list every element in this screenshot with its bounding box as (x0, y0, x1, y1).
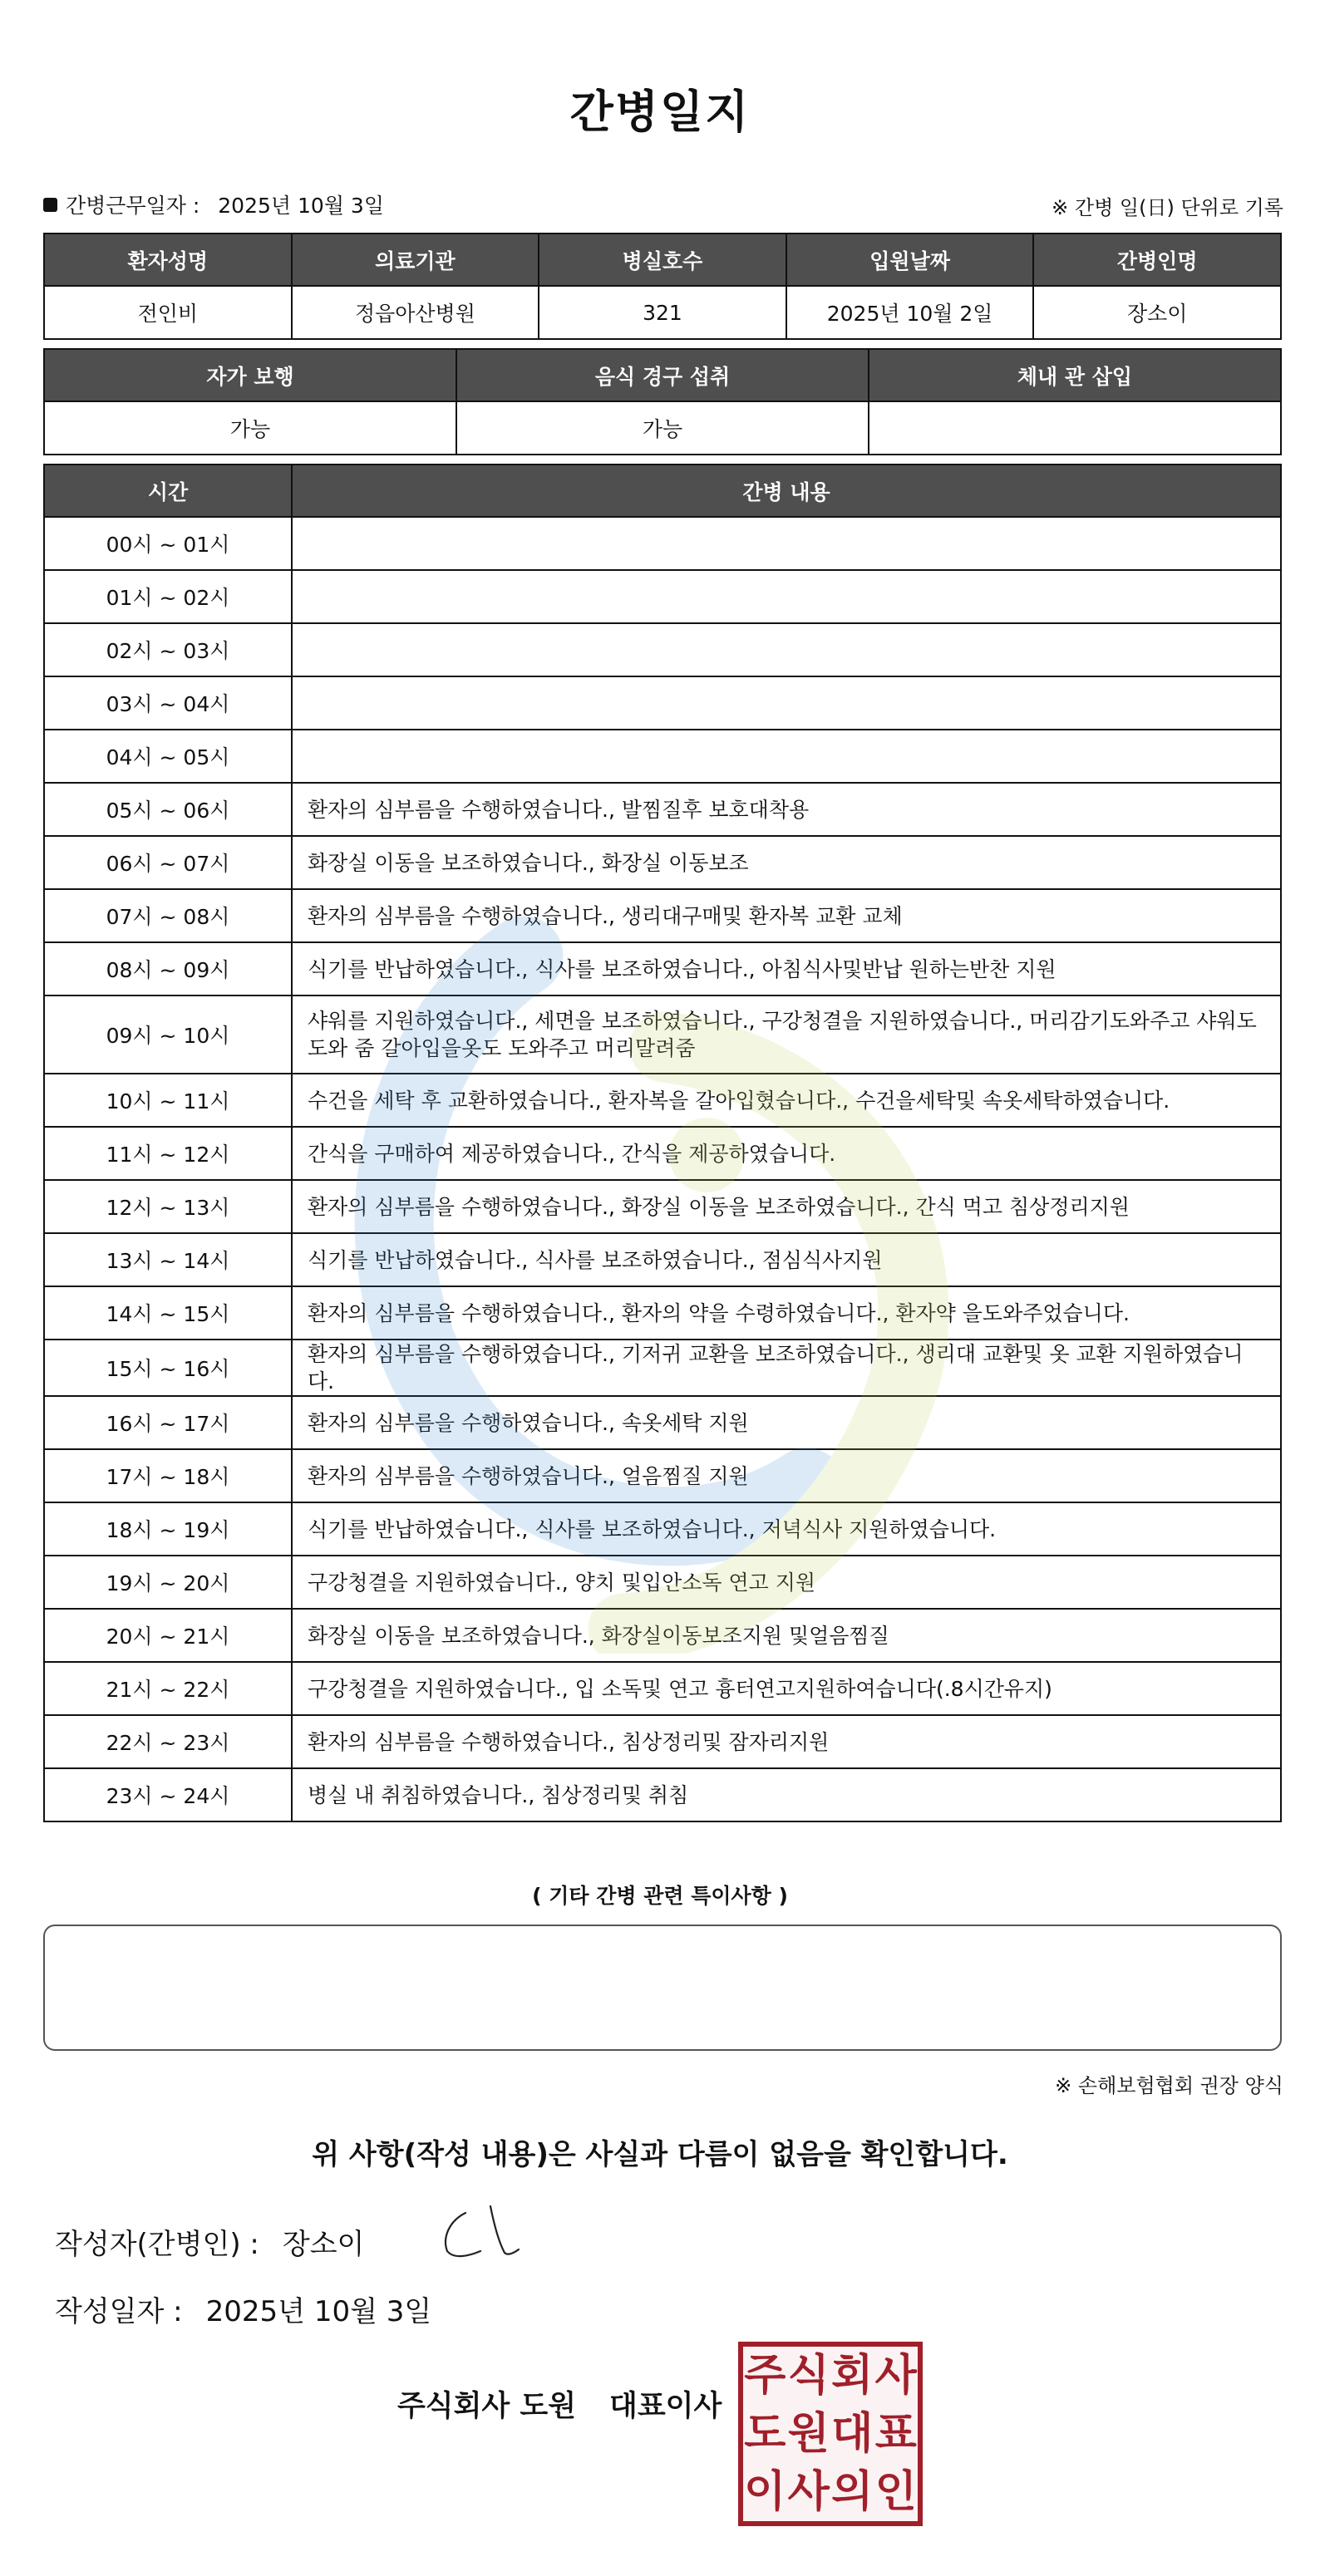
oral-intake-value: 가능 (456, 401, 869, 455)
log-row (44, 1715, 1281, 1768)
confirmation-statement: 위 사항(작성 내용)은 사실과 다름이 없음을 확인합니다. (312, 2138, 1008, 2171)
log-row (44, 1556, 1281, 1609)
log-time: 18시 ~ 19시 (44, 1502, 292, 1556)
record-unit-note: ※ 간병 일(日) 단위로 기록 (1052, 196, 1283, 219)
log-time: 21시 ~ 22시 (44, 1662, 292, 1715)
written-date: 2025년 10월 3일 (205, 2295, 432, 2328)
log-row (44, 1396, 1281, 1449)
writer-name: 장소이 (282, 2228, 365, 2261)
admission-date: 2025년 10월 2일 (786, 286, 1034, 339)
log-time: 19시 ~ 20시 (44, 1556, 292, 1609)
log-content: 구강청결을 지원하였습니다., 입 소독및 연고 흉터연고지원하여습니다(.8시간유지) (292, 1662, 1281, 1715)
log-content: 환자의 심부름을 수행하였습니다., 속옷세탁 지원 (292, 1396, 1281, 1449)
log-row (44, 942, 1281, 995)
log-time: 08시 ~ 09시 (44, 942, 292, 995)
handwritten-signature (432, 2198, 532, 2273)
log-content: 환자의 심부름을 수행하였습니다., 침상정리및 잠자리지원 (292, 1715, 1281, 1768)
log-content: 병실 내 취침하였습니다., 침상정리및 취침 (292, 1768, 1281, 1821)
log-time: 02시 ~ 03시 (44, 623, 292, 676)
log-content (292, 676, 1281, 730)
log-time: 23시 ~ 24시 (44, 1768, 292, 1821)
seal-character: 사 (787, 2467, 830, 2517)
log-row (44, 995, 1281, 1074)
patient-name: 전인비 (44, 286, 292, 339)
log-row (44, 676, 1281, 730)
seal-character: 의 (831, 2467, 874, 2517)
form-footnote: ※ 손해보험협회 권장 양식 (1055, 2074, 1283, 2097)
self-walking-value: 가능 (44, 401, 456, 455)
log-content: 환자의 심부름을 수행하였습니다., 생리대구매및 환자복 교환 교체 (292, 889, 1281, 942)
remarks-box (43, 1925, 1282, 2051)
seal-character: 인 (874, 2467, 917, 2517)
log-content: 화장실 이동을 보조하였습니다., 화장실 이동보조 (292, 836, 1281, 889)
log-time: 03시 ~ 04시 (44, 676, 292, 730)
log-time: 07시 ~ 08시 (44, 889, 292, 942)
log-content: 환자의 심부름을 수행하였습니다., 발찜질후 보호대착용 (292, 783, 1281, 836)
log-time: 12시 ~ 13시 (44, 1180, 292, 1233)
log-row (44, 1768, 1281, 1821)
log-row (44, 570, 1281, 623)
log-content: 환자의 심부름을 수행하였습니다., 기저귀 교환을 보조하였습니다., 생리대 교환및 옷 교환 지원하였습니다. (292, 1340, 1281, 1396)
log-time: 14시 ~ 15시 (44, 1286, 292, 1340)
log-content: 환자의 심부름을 수행하였습니다., 환자의 약을 수령하였습니다., 환자약 을도와주었습니다. (292, 1286, 1281, 1340)
header-self-walking: 자가 보행 (44, 349, 456, 401)
log-row (44, 1074, 1281, 1127)
seal-character: 대 (831, 2409, 874, 2459)
work-date-value: 2025년 10월 3일 (218, 194, 384, 218)
header-admission-date: 입원날짜 (786, 234, 1034, 286)
log-row (44, 836, 1281, 889)
document-title: 간병일지 (569, 86, 751, 138)
log-row (44, 1286, 1281, 1340)
seal-character: 회 (831, 2351, 874, 2401)
log-row (44, 517, 1281, 570)
work-date-label: 간병근무일자 : (66, 194, 200, 218)
header-tube-insertion: 체내 관 삽입 (869, 349, 1281, 401)
log-row (44, 1449, 1281, 1502)
log-content: 샤워를 지원하였습니다., 세면을 보조하였습니다., 구강청결을 지원하였습니다., 머리감기도와주고 샤워도 도와 줌 갈아입을옷도 도와주고 머리말려줌 (292, 995, 1281, 1074)
log-row (44, 1180, 1281, 1233)
log-content: 식기를 반납하였습니다., 식사를 보조하였습니다., 저녁식사 지원하였습니다. (292, 1502, 1281, 1556)
log-content (292, 517, 1281, 570)
log-content: 구강청결을 지원하였습니다., 양치 및입안소독 연고 지원 (292, 1556, 1281, 1609)
log-row (44, 623, 1281, 676)
company-seal (738, 2342, 923, 2526)
company-signature-line (397, 2383, 722, 2425)
writer-line (55, 2221, 364, 2262)
care-log-table (43, 464, 1282, 1822)
log-content: 환자의 심부름을 수행하였습니다., 얼음찜질 지원 (292, 1449, 1281, 1502)
seal-character: 주 (744, 2351, 786, 2401)
header-hospital: 의료기관 (292, 234, 539, 286)
log-time: 04시 ~ 05시 (44, 730, 292, 783)
header-care-content: 간병 내용 (292, 465, 1281, 517)
representative-title: 대표이사 (609, 2390, 722, 2423)
seal-character: 도 (744, 2409, 786, 2459)
log-content: 환자의 심부름을 수행하였습니다., 화장실 이동을 보조하였습니다., 간식 먹고 침상정리지원 (292, 1180, 1281, 1233)
remarks-title: ( 기타 간병 관련 특이사항 ) (532, 1884, 788, 1908)
log-time: 11시 ~ 12시 (44, 1127, 292, 1180)
log-time: 06시 ~ 07시 (44, 836, 292, 889)
log-content: 화장실 이동을 보조하였습니다., 화장실이동보조지원 및얼음찜질 (292, 1609, 1281, 1662)
written-date-line (55, 2288, 431, 2329)
patient-status-table (43, 348, 1282, 455)
header-oral-intake: 음식 경구 섭취 (456, 349, 869, 401)
log-time: 05시 ~ 06시 (44, 783, 292, 836)
log-content: 식기를 반납하였습니다., 식사를 보조하였습니다., 점심식사지원 (292, 1233, 1281, 1286)
hospital-name: 정읍아산병원 (292, 286, 539, 339)
patient-info-table (43, 233, 1282, 340)
log-time: 20시 ~ 21시 (44, 1609, 292, 1662)
log-time: 00시 ~ 01시 (44, 517, 292, 570)
tube-insertion-value (869, 401, 1281, 455)
log-time: 10시 ~ 11시 (44, 1074, 292, 1127)
log-content: 수건을 세탁 후 교환하였습니다., 환자복을 갈아입혔습니다., 수건을세탁및 속옷세탁하였습니다. (292, 1074, 1281, 1127)
log-row (44, 1609, 1281, 1662)
log-time: 17시 ~ 18시 (44, 1449, 292, 1502)
writer-label: 작성자(간병인) : (55, 2228, 259, 2261)
header-patient-name: 환자성명 (44, 234, 292, 286)
written-date-label: 작성일자 : (55, 2295, 183, 2328)
seal-character: 표 (874, 2409, 917, 2459)
log-content (292, 570, 1281, 623)
log-row (44, 1233, 1281, 1286)
log-content: 식기를 반납하였습니다., 식사를 보조하였습니다., 아침식사및반납 원하는반찬 지원 (292, 942, 1281, 995)
work-date (43, 189, 384, 219)
company-name: 주식회사 도원 (397, 2390, 577, 2423)
header-time: 시간 (44, 465, 292, 517)
log-time: 13시 ~ 14시 (44, 1233, 292, 1286)
log-time: 16시 ~ 17시 (44, 1396, 292, 1449)
seal-character: 사 (874, 2351, 917, 2401)
room-number: 321 (539, 286, 786, 339)
log-time: 22시 ~ 23시 (44, 1715, 292, 1768)
log-time: 01시 ~ 02시 (44, 570, 292, 623)
header-caregiver-name: 간병인명 (1033, 234, 1281, 286)
log-content (292, 623, 1281, 676)
log-row (44, 1127, 1281, 1180)
log-time: 15시 ~ 16시 (44, 1340, 292, 1396)
log-row (44, 1502, 1281, 1556)
log-content: 간식을 구매하여 제공하였습니다., 간식을 제공하였습니다. (292, 1127, 1281, 1180)
seal-character: 이 (744, 2467, 786, 2517)
header-room-number: 병실호수 (539, 234, 786, 286)
log-row (44, 1662, 1281, 1715)
log-content (292, 730, 1281, 783)
log-row (44, 730, 1281, 783)
seal-character: 식 (787, 2351, 830, 2401)
bullet-icon (43, 198, 57, 212)
log-time: 09시 ~ 10시 (44, 995, 292, 1074)
seal-character: 원 (787, 2409, 830, 2459)
log-row (44, 783, 1281, 836)
log-row (44, 1340, 1281, 1396)
log-row (44, 889, 1281, 942)
caregiver-name: 장소이 (1033, 286, 1281, 339)
